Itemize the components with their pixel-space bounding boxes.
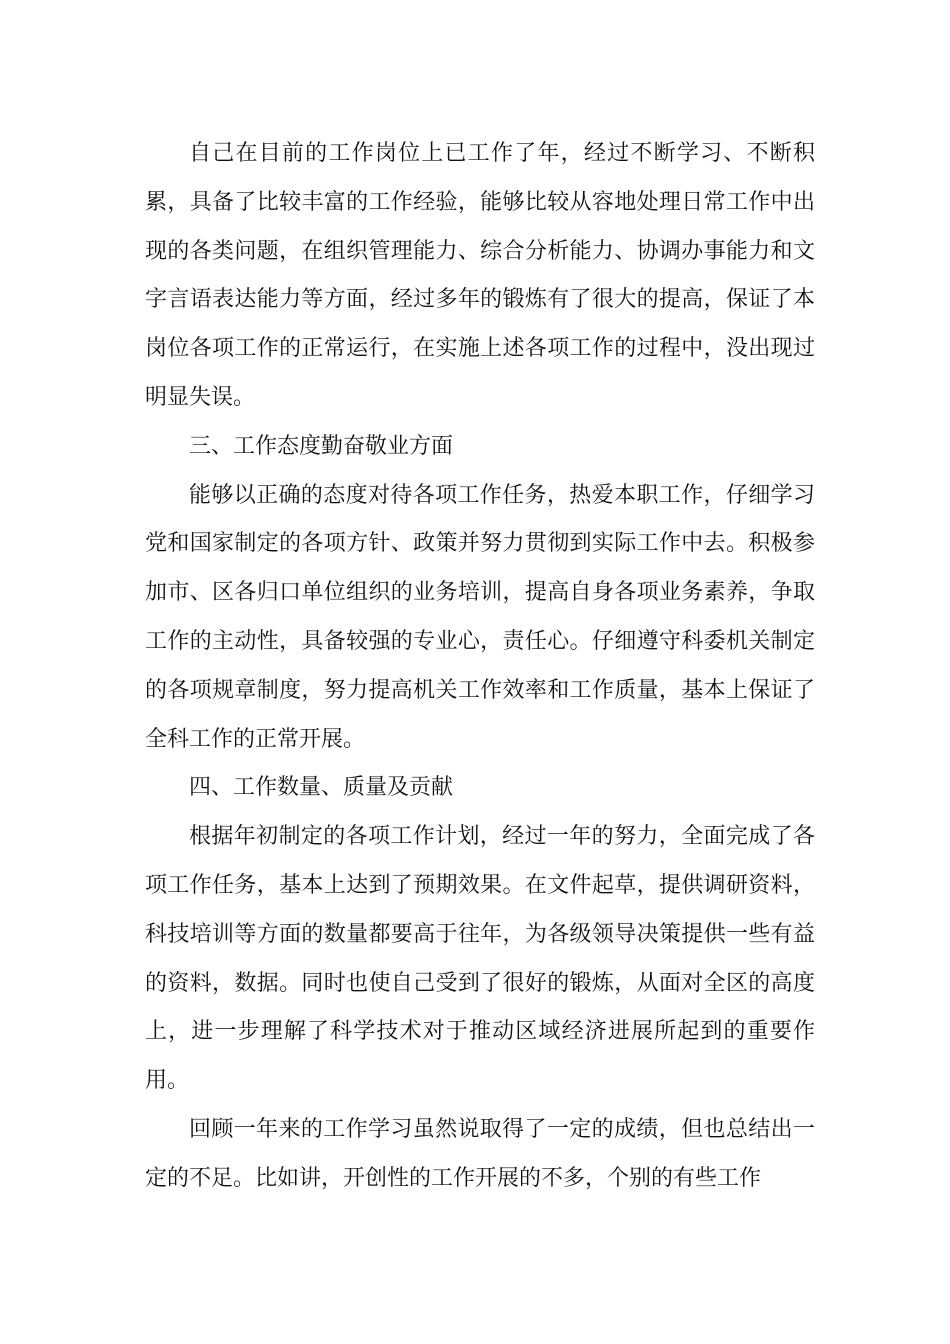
document-body — [145, 130, 815, 1204]
heading-work-attitude: 三、工作态度勤奋敬业方面 — [189, 433, 454, 459]
paragraph-work-attitude: 能够以正确的态度对待各项工作任务，热爱本职工作，仔细学习党和国家制定的各项方针、政策并努力贯彻到实际工作中去。积极参加市、区各归口单位组织的业务培训，提高自身各项业务素养，争取工作的主动性，具备较强的专业心，责任心。仔细遵守科委机关制定的各项规章制度，努力提高机关工作效率和工作质量，基本上保证了全科工作的正常开展。 — [145, 482, 815, 752]
paragraph-review-shortcomings: 回顾一年来的工作学习虽然说取得了一定的成绩，但也总结出一定的不足。比如讲，开创性的工作开展的不多，个别的有些工作 — [145, 1116, 815, 1191]
paragraph-experience: 自己在目前的工作岗位上已工作了年，经过不断学习、不断积累，具备了比较丰富的工作经验，能够比较从容地处理日常工作中出现的各类问题，在组织管理能力、综合分析能力、协调办事能力和文字言语表达能力等方面，经过多年的锻炼有了很大的提高，保证了本岗位各项工作的正常运行，在实施上述各项工作的过程中，没出现过明显失误。 — [145, 141, 815, 410]
paragraph-work-quantity-quality: 根据年初制定的各项工作计划，经过一年的努力，全面完成了各项工作任务，基本上达到了预期效果。在文件起草，提供调研资料，科技培训等方面的数量都要高于往年，为各级领导决策提供一些有益的资料，数据。同时也使自己受到了很好的锻炼，从面对全区的高度上，进一步理解了科学技术对于推动区域经济进展所起到的重要作用。 — [145, 824, 815, 1094]
heading-work-quantity-quality: 四、工作数量、质量及贡献 — [189, 775, 454, 801]
